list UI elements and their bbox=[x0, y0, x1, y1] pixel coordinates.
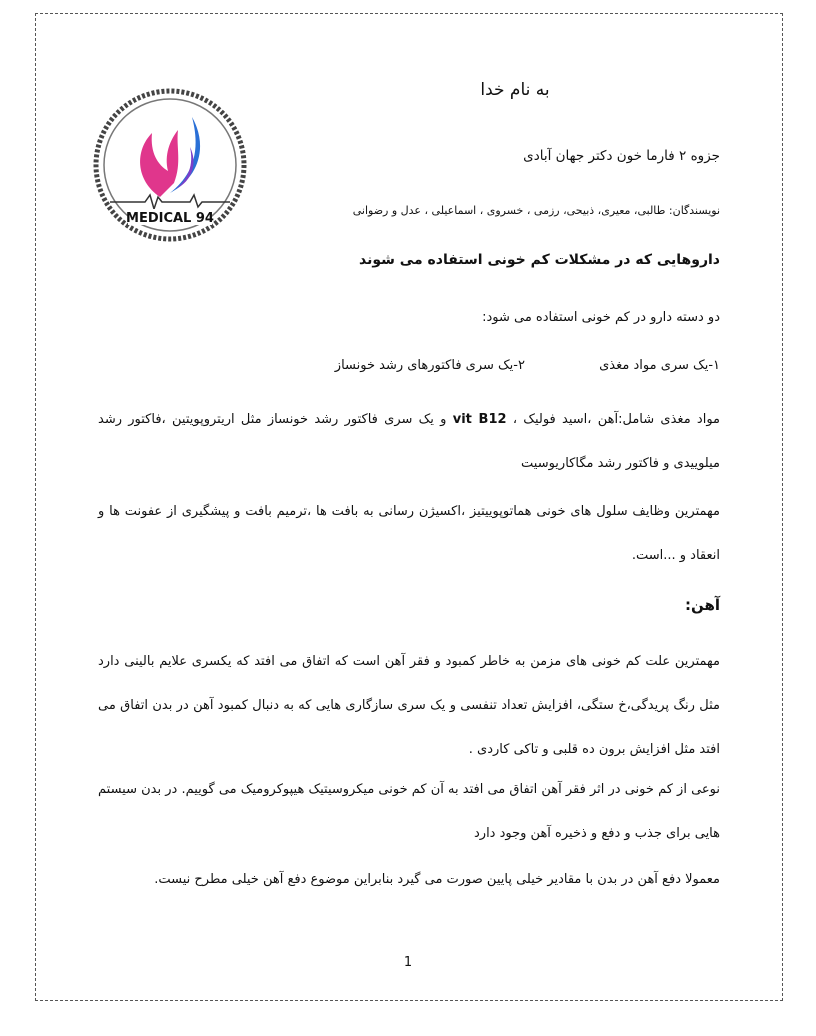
drug-categories bbox=[335, 358, 720, 373]
main-heading: داروهایی که در مشکلات کم خونی استفاده می شوند bbox=[359, 252, 720, 268]
logo-text: MEDICAL 94 bbox=[126, 211, 214, 226]
logo-emblem-icon bbox=[90, 85, 250, 245]
document-subtitle: جزوه ۲ فارما خون دکتر جهان آبادی bbox=[523, 148, 720, 164]
section-iron-heading: آهن: bbox=[684, 596, 720, 614]
page-number: 1 bbox=[403, 955, 413, 970]
category-one: ۱-یک سری مواد مغذی bbox=[599, 358, 720, 373]
page-title: به نام خدا bbox=[480, 80, 550, 100]
vit-b12-label: vit B12 bbox=[452, 412, 507, 427]
paragraph-functions: مهمترین وظایف سلول های خونی هماتوپوییتیز ،اکسیژن رسانی به بافت ها ،ترمیم بافت و پیشگیری از عفونت ها و انعقاد و ...است. bbox=[98, 504, 720, 563]
intro-line: دو دسته دارو در کم خونی استفاده می شود: bbox=[482, 310, 720, 325]
paragraph-iron-3: معمولا دفع آهن در بدن با مقادیر خیلی پایین صورت می گیرد بنابراین موضوع دفع آهن خیلی مطرح نیست. bbox=[154, 872, 720, 887]
nutrients-prefix: مواد مغذی شامل:آهن ،اسید فولیک ، bbox=[512, 412, 721, 427]
paragraph-nutrients bbox=[98, 398, 720, 486]
medical-94-logo bbox=[90, 85, 250, 245]
nutrients-suffix: و یک سری فاکتور رشد خونساز مثل اریتروپویتین ،فاکتور رشد میلوییدی و فاکتور رشد مگاکاریوسیت bbox=[98, 412, 720, 471]
paragraph-iron-1: مهمترین علت کم خونی های مزمن به خاطر کمبود و فقر آهن است که اتفاق می افتد که یکسری علایم بالینی دارد مثل رنگ پریدگی،خ ستگی، افزایش تعداد تنفسی و یک سری سازگاری هایی که به دنبال کمبود آهن در بدن اتفاق می افتد مثل افزایش برون ده قلبی و تاکی کاردی . bbox=[98, 654, 720, 757]
authors-line: نویسندگان: طالبی، معیری، ذبیحی، رزمی ، خسروی ، اسماعیلی ، عدل و رضوانی bbox=[352, 204, 720, 217]
paragraph-iron-2: نوعی از کم خونی در اثر فقر آهن اتفاق می افتد به آن کم خونی میکروسیتیک هیپوکرومیک می گوییم. در بدن سیستم هایی برای جذب و دفع و ذخیره آهن وجود دارد bbox=[98, 782, 720, 841]
category-two: ۲-یک سری فاکتورهای رشد خونساز bbox=[334, 358, 525, 373]
